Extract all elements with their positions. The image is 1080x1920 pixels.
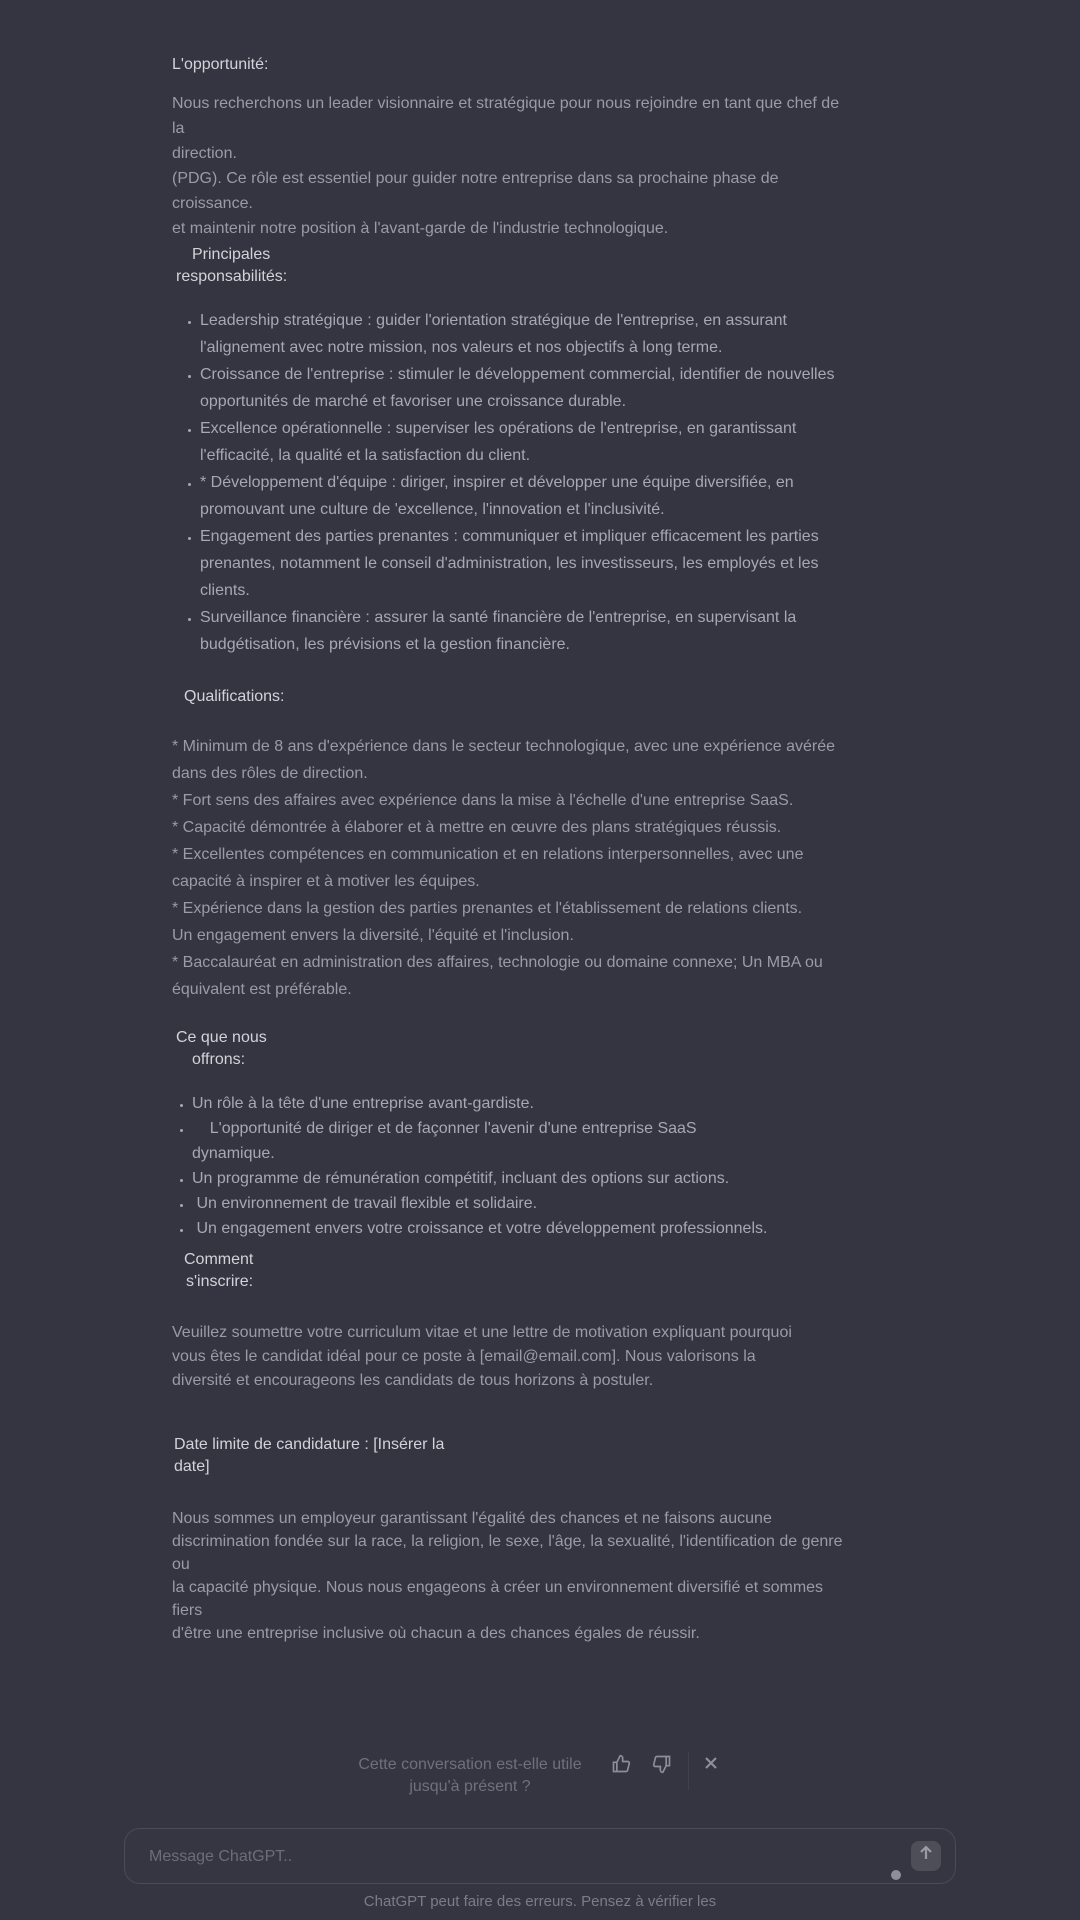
text-line: Nous sommes un employeur garantissant l'égalité des chances et ne faisons aucune: [172, 1510, 772, 1527]
qualifications-list: [172, 733, 852, 1003]
message-input[interactable]: [147, 1845, 831, 1869]
list-item: • Excellence opérationnelle : superviser les opérations de l'entreprise, en garantissant l'efficacité, la qualité et la satisfaction du client.: [200, 415, 852, 469]
text-line: vous êtes le candidat idéal pour ce poste à [email@email.com]. Nous valorisons la: [172, 1348, 756, 1365]
heading-line: Principales: [192, 246, 271, 263]
list-item: * Baccalauréat en administration des affaires, technologie ou domaine connexe; Un MBA ou équivalent est préférable.: [172, 954, 823, 998]
list-item: • Un programme de rémunération compétitif, incluant des options sur actions.: [192, 1166, 732, 1191]
message-composer: [124, 1828, 956, 1884]
text-line: Veuillez soumettre votre curriculum vitae et une lettre de motivation expliquant pourquoi: [172, 1324, 792, 1341]
responsibilities-heading: [176, 244, 856, 288]
apply-heading: [184, 1249, 864, 1293]
divider: [688, 1752, 689, 1790]
list-item: Un engagement envers la diversité, l'équité et l'inclusion.: [172, 927, 574, 944]
feedback-prompt: [350, 1740, 730, 1796]
list-item: * Expérience dans la gestion des parties prenantes et l'établissement de relations clients.: [172, 900, 803, 917]
thumbs-up-icon[interactable]: [610, 1754, 632, 1776]
list-item: • Un environnement de travail flexible et solidaire.: [192, 1191, 732, 1216]
thumbs-down-icon[interactable]: [651, 1754, 673, 1776]
qualifications-heading: Qualifications:: [184, 688, 285, 705]
list-item: • Un rôle à la tête d'une entreprise avant-gardiste.: [192, 1091, 732, 1116]
offer-list: [172, 1091, 768, 1241]
text-line: discrimination fondée sur la race, la religion, le sexe, l'âge, la sexualité, l'identification de genre ou: [172, 1533, 843, 1573]
heading-line: s'inscrire:: [186, 1273, 254, 1290]
apply-text: [172, 1321, 852, 1393]
deadline: [174, 1434, 854, 1478]
opportunity-section: [172, 54, 852, 76]
text-line: croissance.: [172, 195, 253, 212]
list-item: • Engagement des parties prenantes : communiquer et impliquer efficacement les parties prenantes, notamment le conseil d'administration, les investisseurs, les employés et les clients.: [200, 523, 852, 604]
list-item: * Excellentes compétences en communication et en relations interpersonnelles, avec une capacité à inspirer et à motiver les équipes.: [172, 846, 804, 890]
heading-line: responsabilités:: [176, 268, 288, 285]
list-item: • * Développement d'équipe : diriger, inspirer et développer une équipe diversifiée, en promouvant une culture de 'excellence, l'innovation et l'inclusivité.: [200, 469, 852, 523]
heading-line: offrons:: [192, 1051, 246, 1068]
heading-line: Comment: [184, 1251, 254, 1268]
text-line: d'être une entreprise inclusive où chacun a des chances égales de réussir.: [172, 1625, 700, 1642]
equal-opportunity-text: [172, 1507, 852, 1645]
close-icon[interactable]: [700, 1754, 722, 1776]
offer-heading: [176, 1027, 856, 1071]
list-item: * Minimum de 8 ans d'expérience dans le secteur technologique, avec une expérience avérée dans des rôles de direction.: [172, 738, 836, 782]
send-button[interactable]: [911, 1841, 941, 1871]
list-item: • Surveillance financière : assurer la santé financière de l'entreprise, en supervisant la budgétisation, les prévisions et la gestion financière.: [200, 604, 852, 658]
text-line: (PDG). Ce rôle est essentiel pour guider notre entreprise dans sa prochaine phase de: [172, 170, 779, 187]
feedback-question-line: Cette conversation est-elle utile: [358, 1756, 582, 1773]
disclaimer: ChatGPT peut faire des erreurs. Pensez à vérifier les: [363, 1893, 717, 1910]
arrow-up-icon: [917, 1844, 935, 1862]
opportunity-text: [172, 91, 852, 241]
list-item: * Capacité démontrée à élaborer et à mettre en œuvre des plans stratégiques réussis.: [172, 819, 782, 836]
list-item: * Fort sens des affaires avec expérience dans la mise à l'échelle d'une entreprise SaaS.: [172, 792, 794, 809]
qualifications-heading-block: [184, 686, 864, 708]
text-line: direction.: [172, 145, 237, 162]
heading-line: date]: [174, 1458, 210, 1475]
list-item: • Leadership stratégique : guider l'orientation stratégique de l'entreprise, en assurant l'alignement avec notre mission, nos valeurs et nos objectifs à long terme.: [200, 307, 852, 361]
text-line: et maintenir notre position à l'avant-garde de l'industrie technologique.: [172, 220, 669, 237]
list-item: • Croissance de l'entreprise : stimuler le développement commercial, identifier de nouvelles opportunités de marché et favoriser une croissance durable.: [200, 361, 852, 415]
text-line: la capacité physique. Nous nous engageons à créer un environnement diversifié et sommes fiers: [172, 1579, 824, 1619]
feedback-question-line: jusqu'à présent ?: [409, 1778, 531, 1795]
heading-line: Date limite de candidature : [Insérer la: [174, 1436, 445, 1453]
heading-line: Ce que nous: [176, 1029, 267, 1046]
feedback-question: [350, 1754, 590, 1798]
opportunity-heading: L'opportunité:: [172, 56, 269, 73]
text-line: diversité et encourageons les candidats de tous horizons à postuler.: [172, 1372, 654, 1389]
list-item: • L'opportunité de diriger et de façonner l'avenir d'une entreprise SaaS dynamique.: [192, 1116, 732, 1166]
responsibilities-list: [172, 307, 852, 658]
status-dot: [891, 1870, 901, 1880]
list-item: • Un engagement envers votre croissance et votre développement professionnels.: [192, 1216, 812, 1241]
text-line: Nous recherchons un leader visionnaire et stratégique pour nous rejoindre en tant que chef de la: [172, 95, 840, 137]
